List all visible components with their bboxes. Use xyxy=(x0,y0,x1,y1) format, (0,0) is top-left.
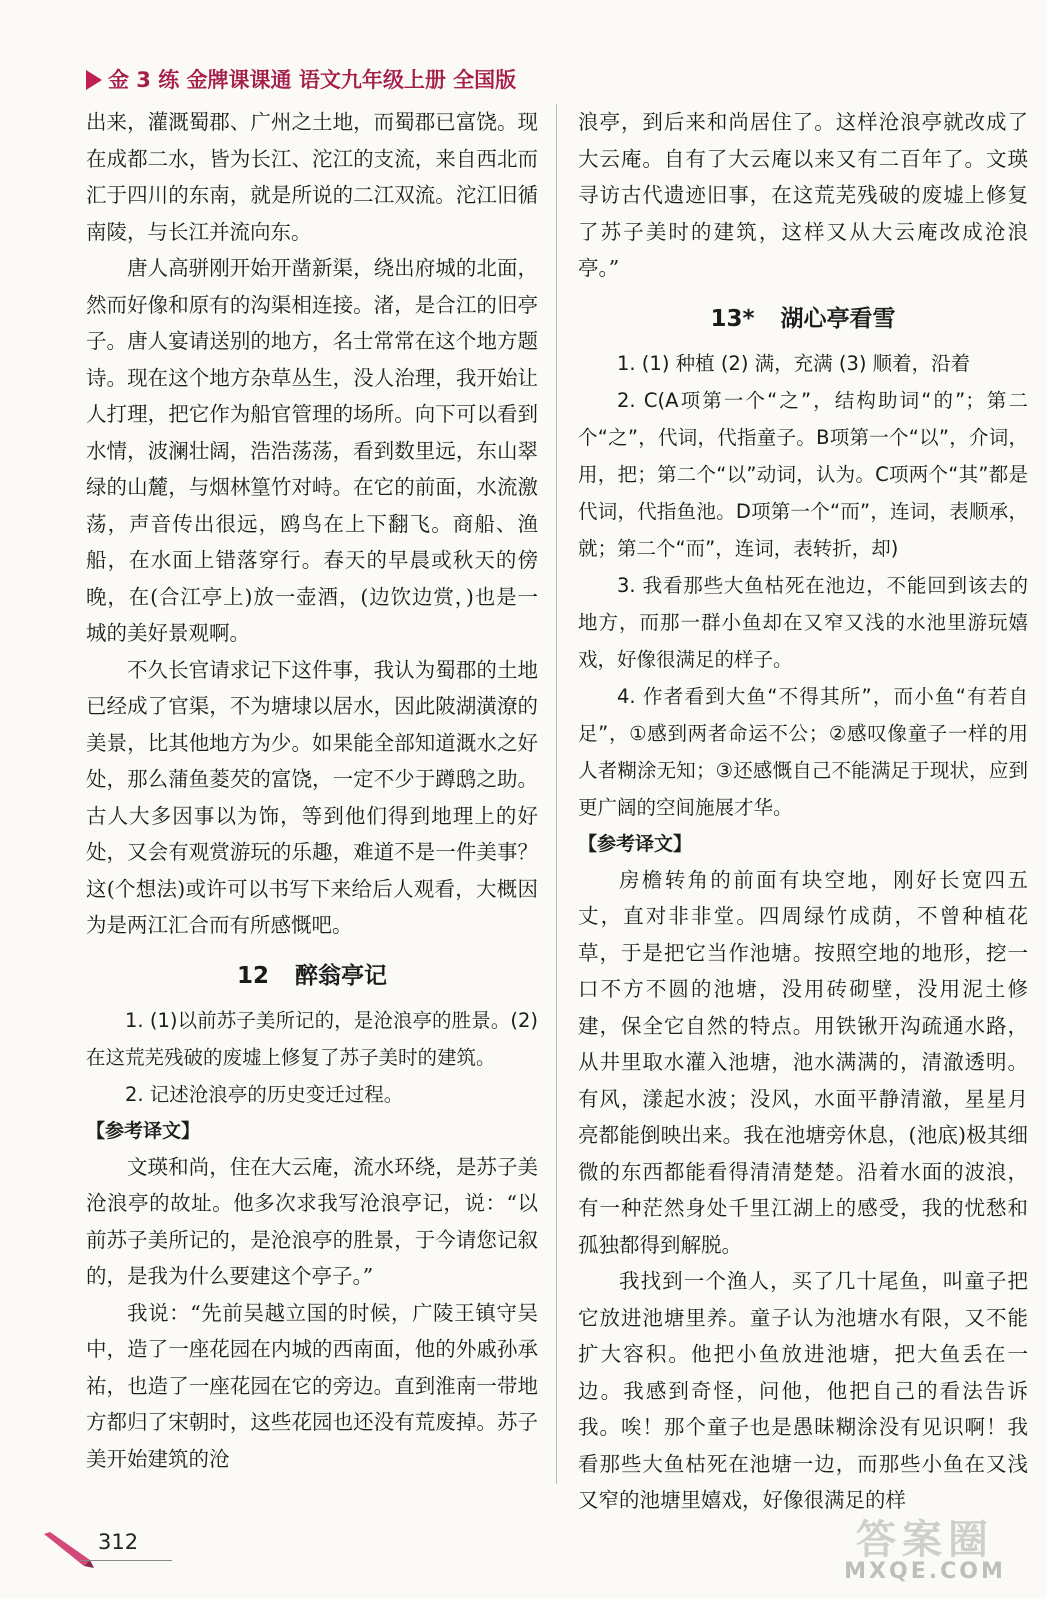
answer-13-1: 1. (1) 种植 (2) 满，充满 (3) 顺着，沿着 xyxy=(617,351,971,375)
answer-12-1: 1. (1)以前苏子美所记的，是沧浪亭的胜景。(2)在这荒芜残破的废墟上修复了苏子美时的建筑。 xyxy=(86,1008,538,1069)
left-para-3: 不久长官请求记下这件事，我认为蜀郡的土地已经成了官渠，不为塘埭以居水，因此陂湖潢潦的美景，比其他地方为少。如果能全部知道溉水之好处，那么蒲鱼菱芡的富饶，一定不少于蹲鸱之助。古人大多因事以为饰，等到他们得到地理上的好处，又会有观赏游玩的乐趣，难道不是一件美事？这(个想法)或许可以书写下来给后人观看，大概因为是两江汇合而有所感慨吧。 xyxy=(86,657,538,937)
answer-13-4: 4. 作者看到大鱼“不得其所”，而小鱼“有若自足”，①感到两者命运不公；②感叹像童子一样的用人者糊涂无知；③还感慨自己不能满足于现状，应到更广阔的空间施展才华。 xyxy=(578,684,1028,819)
watermark-top: 答案圈 xyxy=(856,1517,994,1563)
left-para-1: 出来，灌溉蜀郡、广州之土地，而蜀郡已富饶。现在成都二水，皆为长江、沱江的支流，来自西北而汇于四川的东南，就是所说的二江双流。沱江旧循南陵，与长江并流向东。 xyxy=(86,110,538,244)
page-number: 312 xyxy=(98,1530,139,1554)
left-para-5: 我说：“先前吴越立国的时候，广陵王镇守吴中，造了一座花园在内城的西南面，他的外戚孙承祐，也造了一座花园在它的旁边。直到淮南一带地方都归了宋朝时，这些花园也还没有荒废掉。苏子美开始建筑的沧 xyxy=(86,1300,538,1471)
watermark xyxy=(820,1508,1030,1588)
answer-13-2: 2. C(A项第一个“之”，结构助词“的”；第二个“之”，代词，代指童子。B项第一个“以”，介词，用，把；第二个“以”动词，认为。C项两个“其”都是代词，代指鱼池。D项第一个“而”，连词，表顺承，就；第二个“而”，连词，表转折，却) xyxy=(578,388,1028,560)
answer-13-3: 3. 我看那些大鱼枯死在池边，不能回到该去的地方，而那一群小鱼却在又窄又浅的水池里游玩嬉戏，好像很满足的样子。 xyxy=(578,573,1028,671)
header-text: 金 3 练 金牌课课通 语文九年级上册 全国版 xyxy=(108,68,517,92)
section-13-number: 13* xyxy=(710,305,755,332)
right-para-3: 我找到一个渔人，买了几十尾鱼，叫童子把它放进池塘里养。童子认为池塘水有限，又不能扩大容积。他把小鱼放进池塘，把大鱼丢在一边。我感到奇怪，问他，他把自己的看法告诉我。唉！那个童子也是愚昧糊涂没有见识啊！我看那些大鱼枯死在池塘一边，而那些小鱼在又浅又窄的池塘里嬉戏，好像很满足的样 xyxy=(578,1269,1028,1512)
section-13-heading xyxy=(578,301,1028,337)
left-column xyxy=(86,104,538,1477)
left-para-2: 唐人高骈刚开始开凿新渠，绕出府城的北面，然而好像和原有的沟渠相连接。渚，是合江的旧亭子。唐人宴请送别的地方，名士常常在这个地方题诗。现在这个地方杂草丛生，没人治理，我开始让人打理，把它作为船官管理的场所。向下可以看到水情，波澜壮阔，浩浩荡荡，看到数里远，东山翠绿的山麓，与烟林篁竹对峙。在它的前面，水流激荡，声音传出很远，鸥鸟在上下翻飞。商船、渔船，在水面上错落穿行。春天的早晨或秋天的傍晚，在(合江亭上)放一壶酒，(边饮边赏，)也是一城的美好景观啊。 xyxy=(86,256,538,645)
triangle-bullet-icon xyxy=(86,70,102,90)
right-para-2: 房檐转角的前面有块空地，刚好长宽四五丈，直对非非堂。四周绿竹成荫，不曾种植花草，于是把它当作池塘。按照空地的地形，挖一口不方不圆的池塘，没用砖砌壁，没用泥土修建，保全它自然的特点。用铁锹开沟疏通水路，从井里取水灌入池塘，池水满满的，清澈透明。有风，漾起水波；没风，水面平静清澈，星星月亮都能倒映出来。我在池塘旁休息，(池底)极其细微的东西都能看得清清楚楚。沿着水面的波浪，有一种茫然身处千里江湖上的感受，我的忧愁和孤独都得到解脱。 xyxy=(578,867,1028,1257)
reference-translation-tag: 【参考译文】 xyxy=(86,1119,201,1142)
running-header xyxy=(86,64,516,94)
footer-underline xyxy=(80,1560,172,1561)
right-column xyxy=(578,104,1028,1519)
pen-icon xyxy=(40,1530,96,1570)
column-divider xyxy=(556,104,557,1484)
reference-translation-tag-right: 【参考译文】 xyxy=(578,832,693,855)
page-footer xyxy=(40,1530,180,1570)
answer-12-2: 2. 记述沧浪亭的历史变迁过程。 xyxy=(125,1082,404,1106)
section-12-title: 醉翁亭记 xyxy=(295,962,387,989)
section-12-heading xyxy=(86,958,538,994)
left-para-4: 文瑛和尚，住在大云庵，流水环绕，是苏子美沧浪亭的故址。他多次求我写沧浪亭记，说：“以前苏子美所记的，是沧浪亭的胜景，于今请您记叙的，是我为什么要建这个亭子。” xyxy=(86,1154,538,1288)
right-para-1: 浪亭，到后来和尚居住了。这样沧浪亭就改成了大云庵。自有了大云庵以来又有二百年了。文瑛寻访古代遗迹旧事，在这荒芜残破的废墟上修复了苏子美时的建筑，这样又从大云庵改成沧浪亭。” xyxy=(578,110,1028,280)
section-12-number: 12 xyxy=(236,962,269,989)
section-13-title: 湖心亭看雪 xyxy=(780,305,896,332)
watermark-bottom: MXQE.COM xyxy=(844,1559,1006,1584)
